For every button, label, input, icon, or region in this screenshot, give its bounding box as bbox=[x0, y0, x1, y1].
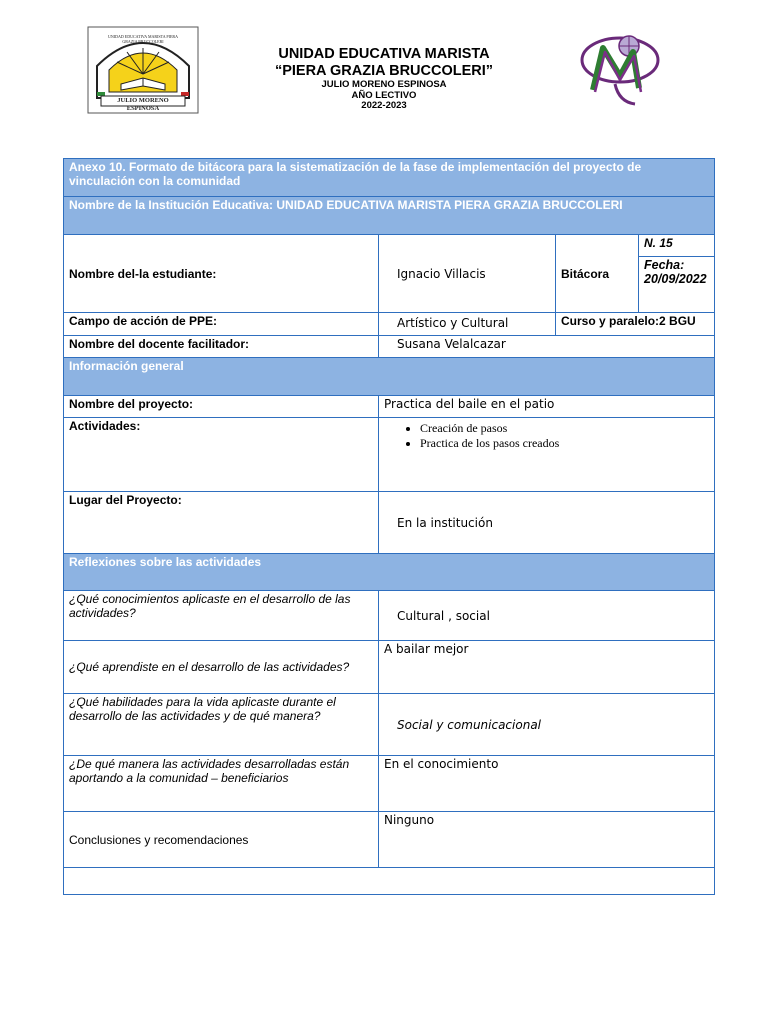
annex-title: Anexo 10. Formato de bitácora para la sistematización de la fase de implementación del proyecto de vinculación con la comunidad bbox=[64, 159, 715, 197]
answer-2[interactable]: A bailar mejor bbox=[379, 641, 715, 694]
marist-m-logo bbox=[575, 30, 665, 108]
curso-label: Curso y paralelo:2 BGU bbox=[556, 313, 715, 336]
reflexiones-heading: Reflexiones sobre las actividades bbox=[64, 554, 715, 591]
fecha-value: 20/09/2022 bbox=[644, 272, 707, 286]
answer-1[interactable]: Cultural , social bbox=[379, 591, 715, 641]
school-founder: JULIO MORENO ESPINOSA bbox=[321, 79, 447, 90]
empty-footer-row bbox=[64, 868, 715, 895]
list-item: • Practica de los pasos creados bbox=[420, 436, 709, 451]
school-title-block bbox=[234, 46, 534, 112]
school-name: UNIDAD EDUCATIVA MARISTA bbox=[278, 46, 490, 62]
school-subname: “PIERA GRAZIA BRUCCOLERI” bbox=[274, 63, 494, 79]
answer-4[interactable]: En el conocimiento bbox=[379, 756, 715, 812]
bitacora-form-table bbox=[63, 158, 715, 895]
logo-left-arc-text: UNIDAD EDUCATIVA MARISTA PIERA GRAZIA BRUCCOLERI bbox=[108, 34, 178, 44]
docente-value[interactable]: Susana Velalcazar bbox=[379, 336, 715, 358]
campo-value[interactable]: Artístico y Cultural bbox=[379, 313, 556, 336]
fecha-label: Fecha: bbox=[644, 258, 685, 272]
answer-3[interactable]: Social y comunicacional bbox=[379, 694, 715, 756]
student-value[interactable]: Ignacio Villacis bbox=[379, 235, 556, 313]
bitacora-number[interactable]: N. 15 bbox=[639, 235, 715, 257]
info-general-heading: Información general bbox=[64, 358, 715, 396]
conclusiones-label: Conclusiones y recomendaciones bbox=[64, 812, 379, 868]
actividades-list bbox=[384, 421, 709, 451]
institution-name: Nombre de la Institución Educativa: UNIDAD EDUCATIVA MARISTA PIERA GRAZIA BRUCCOLERI bbox=[64, 197, 715, 235]
docente-label: Nombre del docente facilitador: bbox=[64, 336, 379, 358]
question-2: ¿Qué aprendiste en el desarrollo de las actividades? bbox=[64, 641, 379, 694]
question-1: ¿Qué conocimientos aplicaste en el desarrollo de las actividades? bbox=[64, 591, 379, 641]
school-year-label: AÑO LECTIVO bbox=[351, 89, 417, 101]
campo-label: Campo de acción de PPE: bbox=[64, 313, 379, 336]
question-3: ¿Qué habilidades para la vida aplicaste durante el desarrollo de las actividades y de qué manera? bbox=[64, 694, 379, 756]
question-4: ¿De qué manera las actividades desarrolladas están aportando a la comunidad – beneficiarios bbox=[64, 756, 379, 812]
proyecto-label: Nombre del proyecto: bbox=[64, 396, 379, 418]
conclusiones-value[interactable]: Ninguno bbox=[379, 812, 715, 868]
actividades-label: Actividades: bbox=[64, 418, 379, 492]
logo-left-banner-text: JULIO MORENO ESPINOSA bbox=[117, 97, 169, 112]
lugar-label: Lugar del Proyecto: bbox=[64, 492, 379, 554]
proyecto-value[interactable]: Practica del baile en el patio bbox=[379, 396, 715, 418]
list-item: • Creación de pasos bbox=[420, 421, 709, 436]
student-label: Nombre del-la estudiante: bbox=[64, 235, 379, 313]
lugar-value[interactable]: En la institución bbox=[379, 492, 715, 554]
fecha-cell[interactable] bbox=[639, 257, 715, 313]
bitacora-label: Bitácora bbox=[556, 235, 639, 313]
school-year: 2022-2023 bbox=[361, 100, 407, 111]
document-header bbox=[0, 0, 768, 150]
actividades-value[interactable] bbox=[379, 418, 715, 492]
